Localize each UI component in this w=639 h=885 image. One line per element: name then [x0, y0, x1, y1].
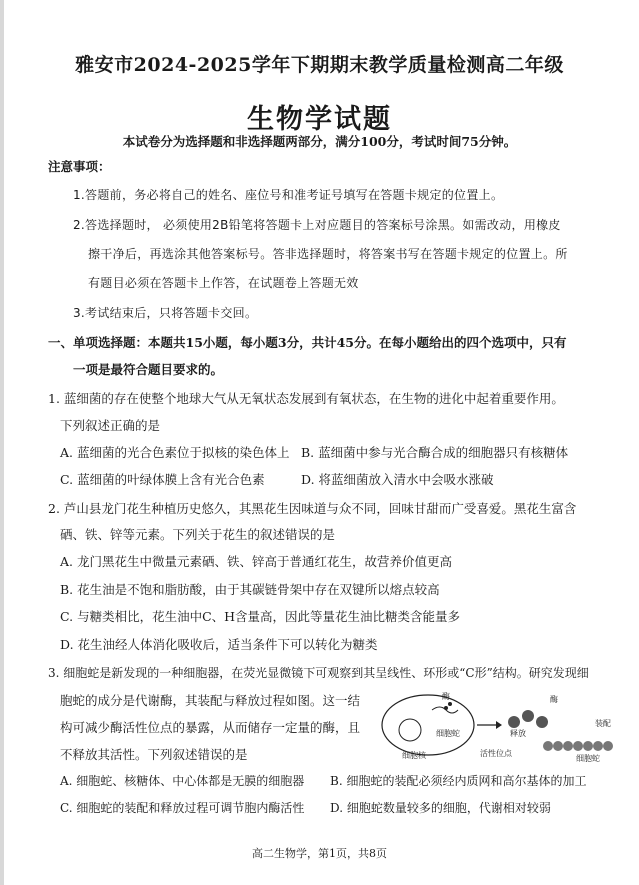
- q3-option-d: D. 细胞蛇数量较多的细胞，代谢相对较弱: [330, 801, 551, 815]
- q2-option-a: A. 龙门黑花生中微量元素硒、铁、锌高于普通红花生，故营养价值更高: [60, 554, 452, 569]
- chain-bead-6: [593, 741, 603, 751]
- figure-label-release: 释放: [510, 729, 526, 738]
- note-line-3: 擦干净后，再选涂其他答案标号。答非选择题时，将答案书写在答题卡规定的位置上。所: [88, 247, 568, 261]
- subject-title: 生物学试题: [247, 104, 392, 135]
- free-enzyme-1: [508, 716, 520, 728]
- note-line-5: 3.考试结束后，只将答题卡交回。: [73, 306, 258, 320]
- q3-option-b: B. 细胞蛇的装配必须经内质网和高尔基体的加工: [330, 774, 587, 788]
- chain-bead-1: [543, 741, 553, 751]
- exam-intro: 本试卷分为选择题和非选择题两部分，满分100分，考试时间75分钟。: [122, 134, 517, 149]
- q3-stem-cont-1: 胞蛇的成分是代谢酶，其装配与释放过程如图。这一结: [60, 693, 361, 708]
- enzyme-dot-1: [444, 706, 448, 710]
- q1-option-c: C. 蓝细菌的叶绿体膜上含有光合色素: [60, 472, 265, 487]
- figure-label-assemble: 装配: [595, 719, 611, 728]
- figure-label-chain: 细胞蛇: [576, 754, 600, 763]
- section-heading-cont: 一项是最符合题目要求的。: [73, 362, 224, 377]
- cell-snake-figure: [380, 688, 625, 763]
- q3-option-c: C. 细胞蛇的装配和释放过程可调节胞内酶活性: [60, 801, 305, 815]
- free-enzyme-3: [536, 716, 548, 728]
- note-line-1: 1.答题前，务必将自己的姓名、座位号和准考证号填写在答题卡规定的位置上。: [73, 188, 504, 202]
- q3-stem-cont-3: 不释放其活性。下列叙述错误的是: [60, 747, 248, 762]
- chain-bead-4: [573, 741, 583, 751]
- chain-bead-3: [563, 741, 573, 751]
- notes-heading: 注意事项：: [48, 159, 111, 174]
- note-line-4: 有题目必须在答题卡上作答，在试题卷上答题无效: [88, 276, 359, 290]
- q1-option-d: D. 将蓝细菌放入清水中会吸水涨破: [301, 472, 494, 487]
- q1-option-b: B. 蓝细菌中参与光合酶合成的细胞器只有核糖体: [301, 445, 569, 460]
- q3-stem-cont-2: 构可减少酶活性位点的暴露，从而储存一定量的酶，且: [60, 720, 361, 735]
- nucleus-shape: [399, 719, 421, 741]
- q2-option-d: D. 花生油经人体消化吸收后，适当条件下可以转化为糖类: [60, 637, 378, 652]
- exam-title: 雅安市2024-2025学年下期期末教学质量检测高二年级: [75, 54, 564, 76]
- q2-stem-cont: 硒、铁、锌等元素。下列关于花生的叙述错误的是: [60, 527, 336, 542]
- arrow-head: [496, 721, 502, 729]
- q3-stem: 3. 细胞蛇是新发现的一种细胞器，在荧光显微镜下可观察到其呈线性、环形或“C形”结构。研究发现细: [48, 666, 589, 680]
- q2-option-c: C. 与糖类相比，花生油中C、H含量高，因此等量花生油比糖类含能量多: [60, 609, 461, 624]
- page-footer: 高二生物学，第1页，共8页: [252, 847, 387, 860]
- enzyme-dot-2: [448, 702, 452, 706]
- figure-label-cell: 细胞蛇: [436, 729, 460, 738]
- chain-bead-7: [603, 741, 613, 751]
- cell-outline: [382, 695, 474, 755]
- figure-label-nucleus: 细胞核: [402, 751, 426, 760]
- figure-label-enzyme: 酶: [550, 695, 558, 704]
- note-line-2: 2.答选择题时， 必须使用2B铅笔将答题卡上对应题目的答案标号涂黑。如需改动，用橡皮: [73, 218, 561, 232]
- figure-label-enzyme-top: 酶: [442, 692, 450, 701]
- chain-bead-2: [553, 741, 563, 751]
- q1-option-a: A. 蓝细菌的光合色素位于拟核的染色体上: [60, 445, 290, 460]
- chain-bead-5: [583, 741, 593, 751]
- free-enzyme-2: [522, 710, 534, 722]
- q3-option-a: A. 细胞蛇、核糖体、中心体都是无膜的细胞器: [60, 774, 305, 788]
- q2-stem: 2. 芦山县龙门花生种植历史悠久，其黑花生因味道与众不同，回味甘甜而广受喜爱。黑花生富含: [48, 501, 577, 516]
- q2-option-b: B. 花生油是不饱和脂肪酸，由于其碳链骨架中存在双键所以熔点较高: [60, 582, 440, 597]
- q1-stem: 1. 蓝细菌的存在使整个地球大气从无氧状态发展到有氧状态，在生物的进化中起着重要作用。: [48, 391, 564, 406]
- q1-stem-cont: 下列叙述正确的是: [60, 418, 161, 433]
- figure-label-active-site: 活性位点: [480, 749, 512, 758]
- section-heading: 一、单项选择题：本题共15小题，每小题3分，共计45分。在每小题给出的四个选项中，只有: [48, 335, 567, 350]
